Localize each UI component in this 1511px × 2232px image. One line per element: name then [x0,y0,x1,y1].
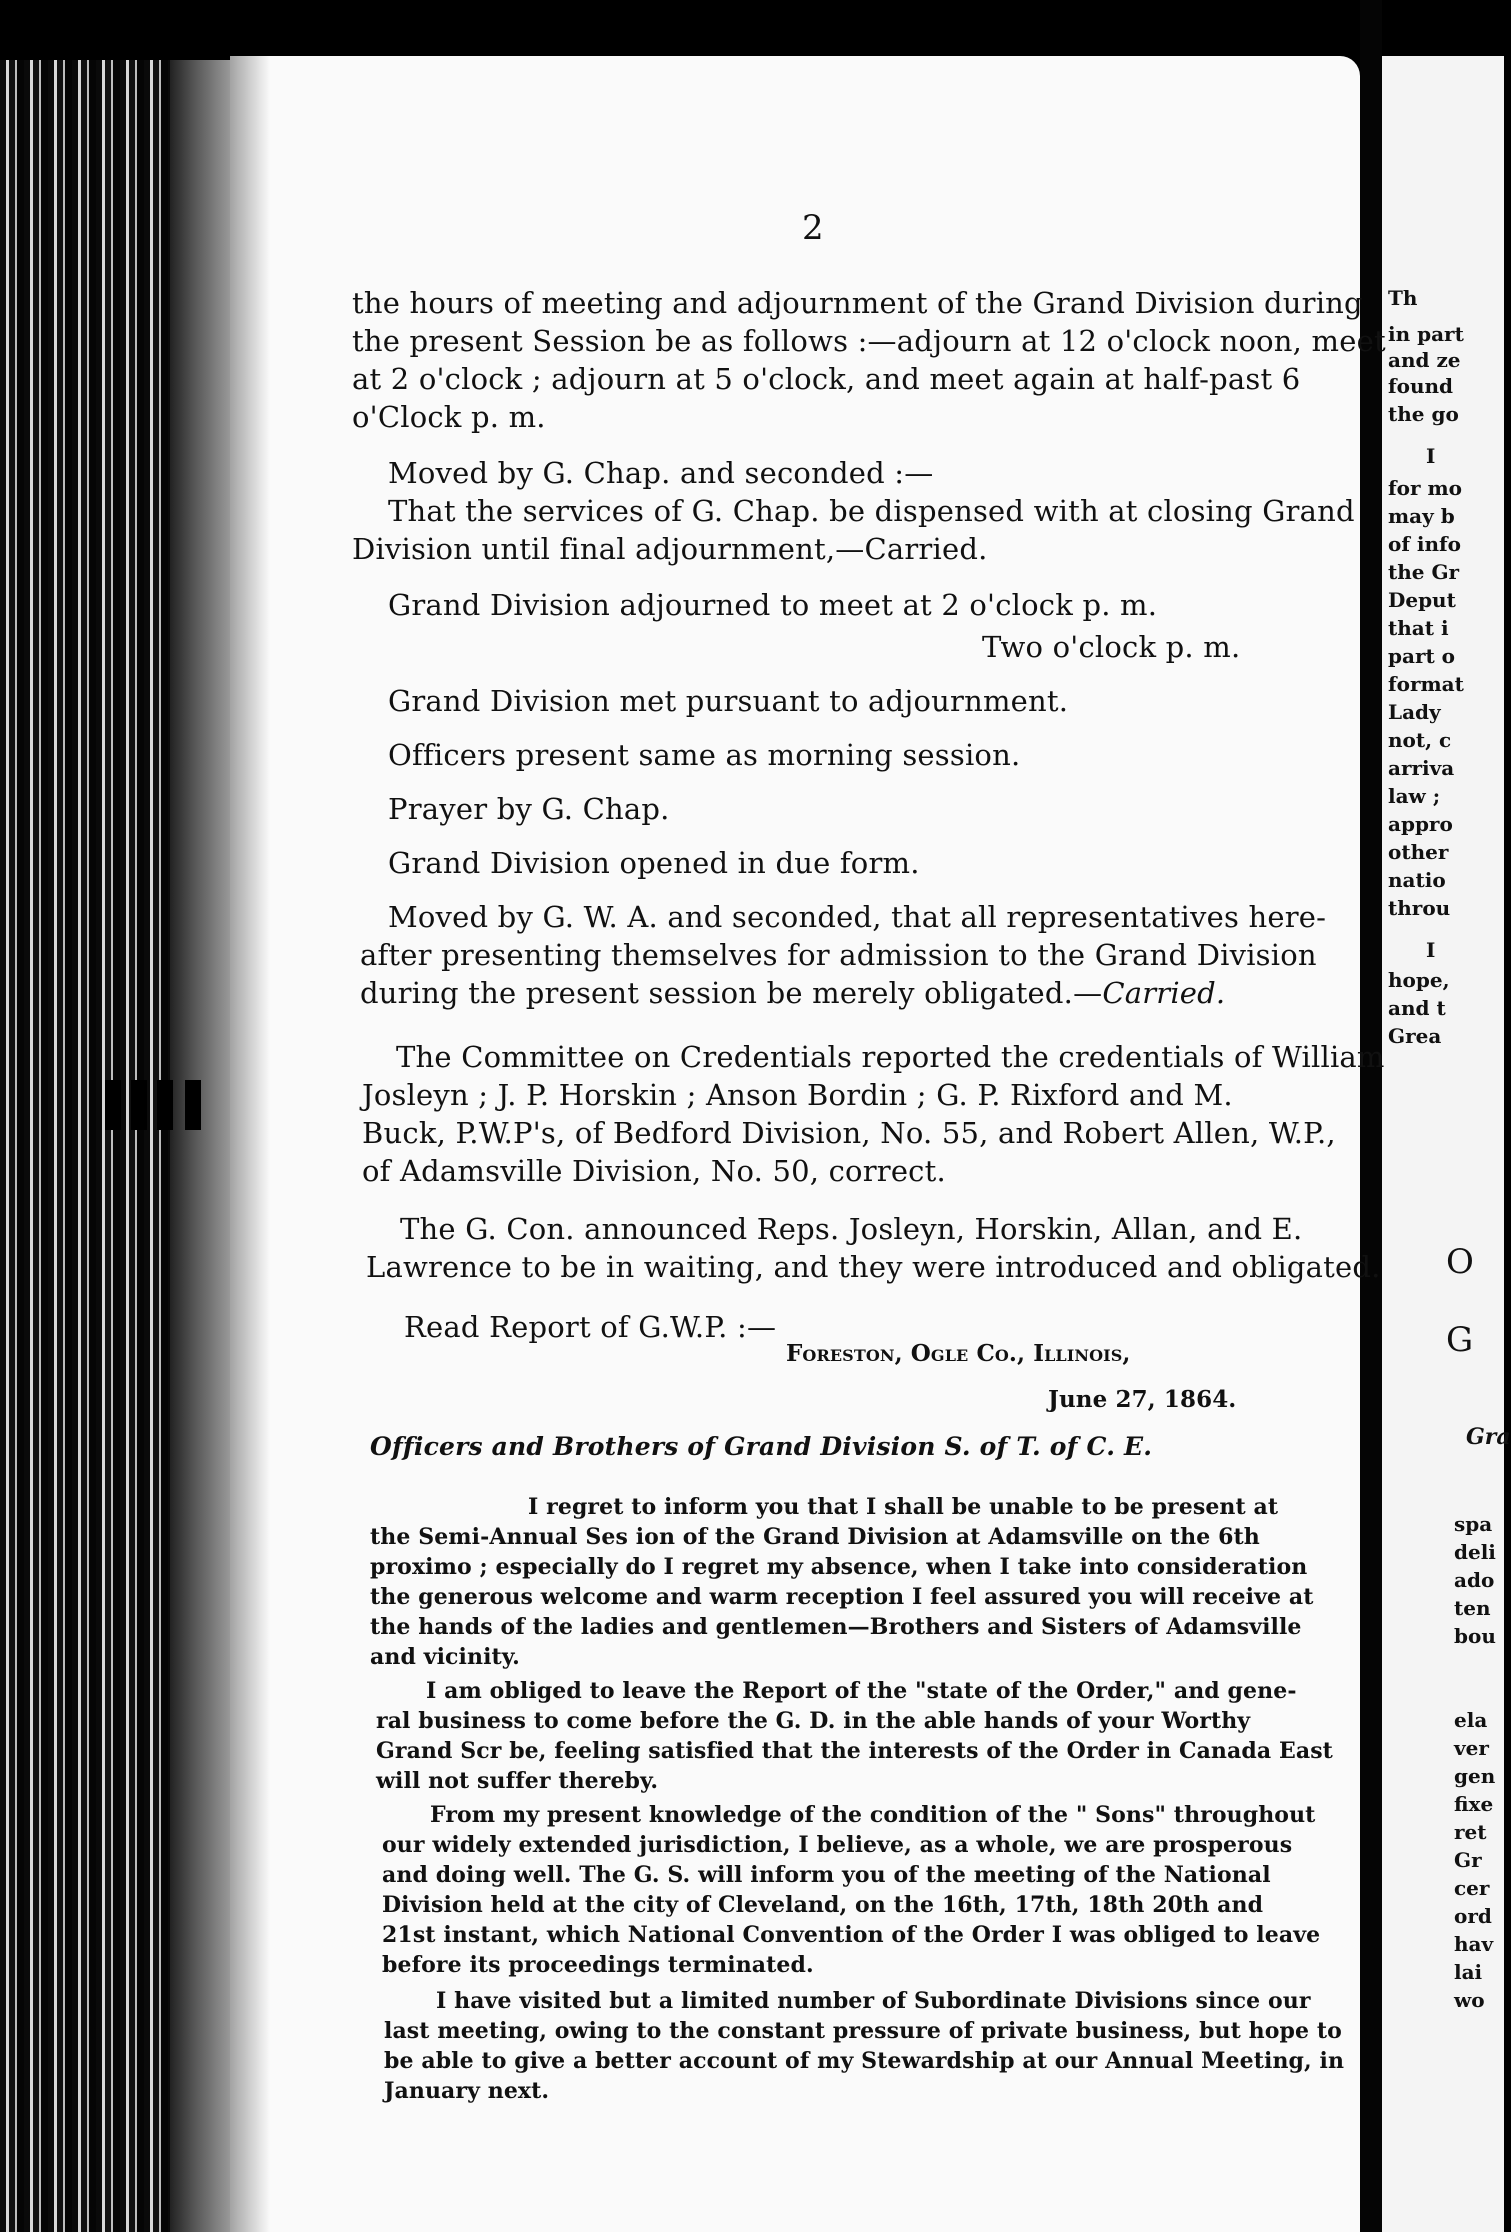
facing-fragment: and ze [1388,348,1461,372]
letter-salutation: Officers and Brothers of Grand Division S. of T. of C. E. [370,1432,1153,1461]
facing-fragment: law ; [1388,784,1441,808]
facing-fragment: natio [1388,868,1446,892]
letter-line: I am obliged to leave the Report of the "state of the Order," and gene- [426,1678,1297,1704]
text-line: Moved by G. W. A. and seconded, that all representatives here- [388,900,1327,934]
facing-fragment: ret [1454,1820,1487,1844]
letter-line: the hands of the ladies and gentlemen—Brothers and Sisters of Adamsville [370,1614,1302,1640]
facing-fragment: the go [1388,402,1459,426]
text-line: the present Session be as follows :—adjourn at 12 o'clock noon, meet [352,324,1386,358]
letter-place: Foreston, Ogle Co., Illinois, [786,1340,1131,1367]
letter-line: be able to give a better account of my Stewardship at our Annual Meeting, in [384,2048,1345,2074]
letter-line: 21st instant, which National Convention of the Order I was obliged to leave [382,1922,1321,1948]
facing-fragment: arriva [1388,756,1455,780]
text-line: Moved by G. Chap. and seconded :— [388,456,934,490]
facing-fragment: Gra [1466,1424,1511,1450]
text-line: That the services of G. Chap. be dispensed with at closing Grand [388,494,1355,528]
text-line: after presenting themselves for admission to the Grand Division [360,938,1317,972]
facing-fragment: ver [1454,1736,1489,1760]
book-page-edges [0,60,230,2232]
facing-fragment: ord [1454,1904,1492,1928]
letter-line: our widely extended jurisdiction, I believe, as a whole, we are prosperous [382,1832,1293,1858]
letter-line: January next. [384,2078,550,2104]
letter-line: the generous welcome and warm reception I feel assured you will receive at [370,1584,1314,1610]
text-line: Officers present same as morning session. [388,738,1021,772]
facing-fragment: and t [1388,996,1446,1020]
facing-fragment: throu [1388,896,1451,920]
facing-fragment: wo [1454,1988,1485,2012]
facing-fragment: Lady [1388,700,1441,724]
letter-line: From my present knowledge of the condition of the " Sons" throughout [430,1802,1316,1828]
letter-line: I have visited but a limited number of Subordinate Divisions since our [436,1988,1311,2014]
facing-fragment: bou [1454,1624,1496,1648]
facing-fragment: I [1426,938,1436,962]
text-line [360,976,1225,1010]
facing-fragment: Gr [1454,1848,1482,1872]
facing-fragment: in part [1388,322,1464,346]
facing-page-fragment [1382,56,1511,2232]
facing-fragment: ela [1454,1708,1488,1732]
letter-line: proximo ; especially do I regret my absence, when I take into consideration [370,1554,1308,1580]
facing-fragment: the Gr [1388,560,1460,584]
letter-line: and vicinity. [370,1644,520,1670]
facing-fragment: ten [1454,1596,1491,1620]
text-line: Josleyn ; J. P. Horskin ; Anson Bordin ; G. P. Rixford and M. [362,1078,1233,1112]
carried-italic: Carried. [1102,976,1226,1010]
facing-fragment: appro [1388,812,1453,836]
letter-date: June 27, 1864. [1048,1386,1237,1413]
facing-fragment: lai [1454,1960,1483,1984]
letter-line: the Semi-Annual Ses ion of the Grand Division at Adamsville on the 6th [370,1524,1260,1550]
letter-line: Division held at the city of Cleveland, on the 16th, 17th, 18th 20th and [382,1892,1264,1918]
facing-fragment: fixe [1454,1792,1494,1816]
text-line: The Committee on Credentials reported the credentials of William [396,1040,1385,1074]
text-line: Grand Division opened in due form. [388,846,920,880]
facing-fragment: Deput [1388,588,1456,612]
facing-fragment: deli [1454,1540,1496,1564]
facing-fragment: hope, [1388,968,1450,992]
letter-line: and doing well. The G. S. will inform you of the meeting of the National [382,1862,1271,1888]
facing-fragment: for mo [1388,476,1462,500]
facing-fragment: hav [1454,1932,1494,1956]
facing-fragment: Th [1388,286,1418,310]
letter-line: will not suffer thereby. [376,1768,659,1794]
facing-fragment: cer [1454,1876,1490,1900]
text-run: during the present session be merely obligated.— [360,976,1103,1010]
text-line: at 2 o'clock ; adjourn at 5 o'clock, and meet again at half-past 6 [352,362,1301,396]
facing-fragment: other [1388,840,1449,864]
letter-line: Grand Scr be, feeling satisfied that the interests of the Order in Canada East [376,1738,1333,1764]
facing-fragment: Grea [1388,1024,1442,1048]
page-number: 2 [802,208,824,248]
facing-fragment: gen [1454,1764,1496,1788]
facing-fragment: may b [1388,504,1455,528]
text-line: Buck, P.W.P's, of Bedford Division, No. 55, and Robert Allen, W.P., [362,1116,1336,1150]
binding-marks [105,1080,225,1130]
facing-fragment: I [1426,444,1436,468]
edge-shadow [170,60,230,2232]
text-line: Two o'clock p. m. [982,630,1241,664]
facing-fragment: format [1388,672,1464,696]
facing-fragment: found [1388,374,1454,398]
letter-line: last meeting, owing to the constant pressure of private business, but hope to [384,2018,1342,2044]
text-line: Grand Division adjourned to meet at 2 o'clock p. m. [388,588,1158,622]
letter-line: I regret to inform you that I shall be unable to be present at [528,1494,1279,1520]
text-line: The G. Con. announced Reps. Josleyn, Horskin, Allan, and E. [400,1212,1303,1246]
gutter-shadow [230,56,270,2232]
facing-fragment: part o [1388,644,1456,668]
text-line: Lawrence to be in waiting, and they were introduced and obligated. [366,1250,1381,1284]
facing-fragment: not, c [1388,728,1452,752]
facing-fragment: spa [1454,1512,1493,1536]
letter-line: ral business to come before the G. D. in the able hands of your Worthy [376,1708,1251,1734]
letter-line: before its proceedings terminated. [382,1952,814,1978]
facing-fragment: of info [1388,532,1461,556]
facing-fragment: ado [1454,1568,1495,1592]
facing-fragment: that i [1388,616,1449,640]
text-line: Grand Division met pursuant to adjournment. [388,684,1069,718]
text-line: Prayer by G. Chap. [388,792,670,826]
text-line: Division until final adjournment,—Carried. [352,532,988,566]
text-line: Read Report of G.W.P. :— [404,1310,777,1344]
text-line: of Adamsville Division, No. 50, correct. [362,1154,946,1188]
text-line: the hours of meeting and adjournment of the Grand Division during [352,286,1363,320]
facing-fragment: O [1446,1242,1474,1282]
facing-fragment: G [1446,1320,1474,1360]
text-line: o'Clock p. m. [352,400,546,434]
